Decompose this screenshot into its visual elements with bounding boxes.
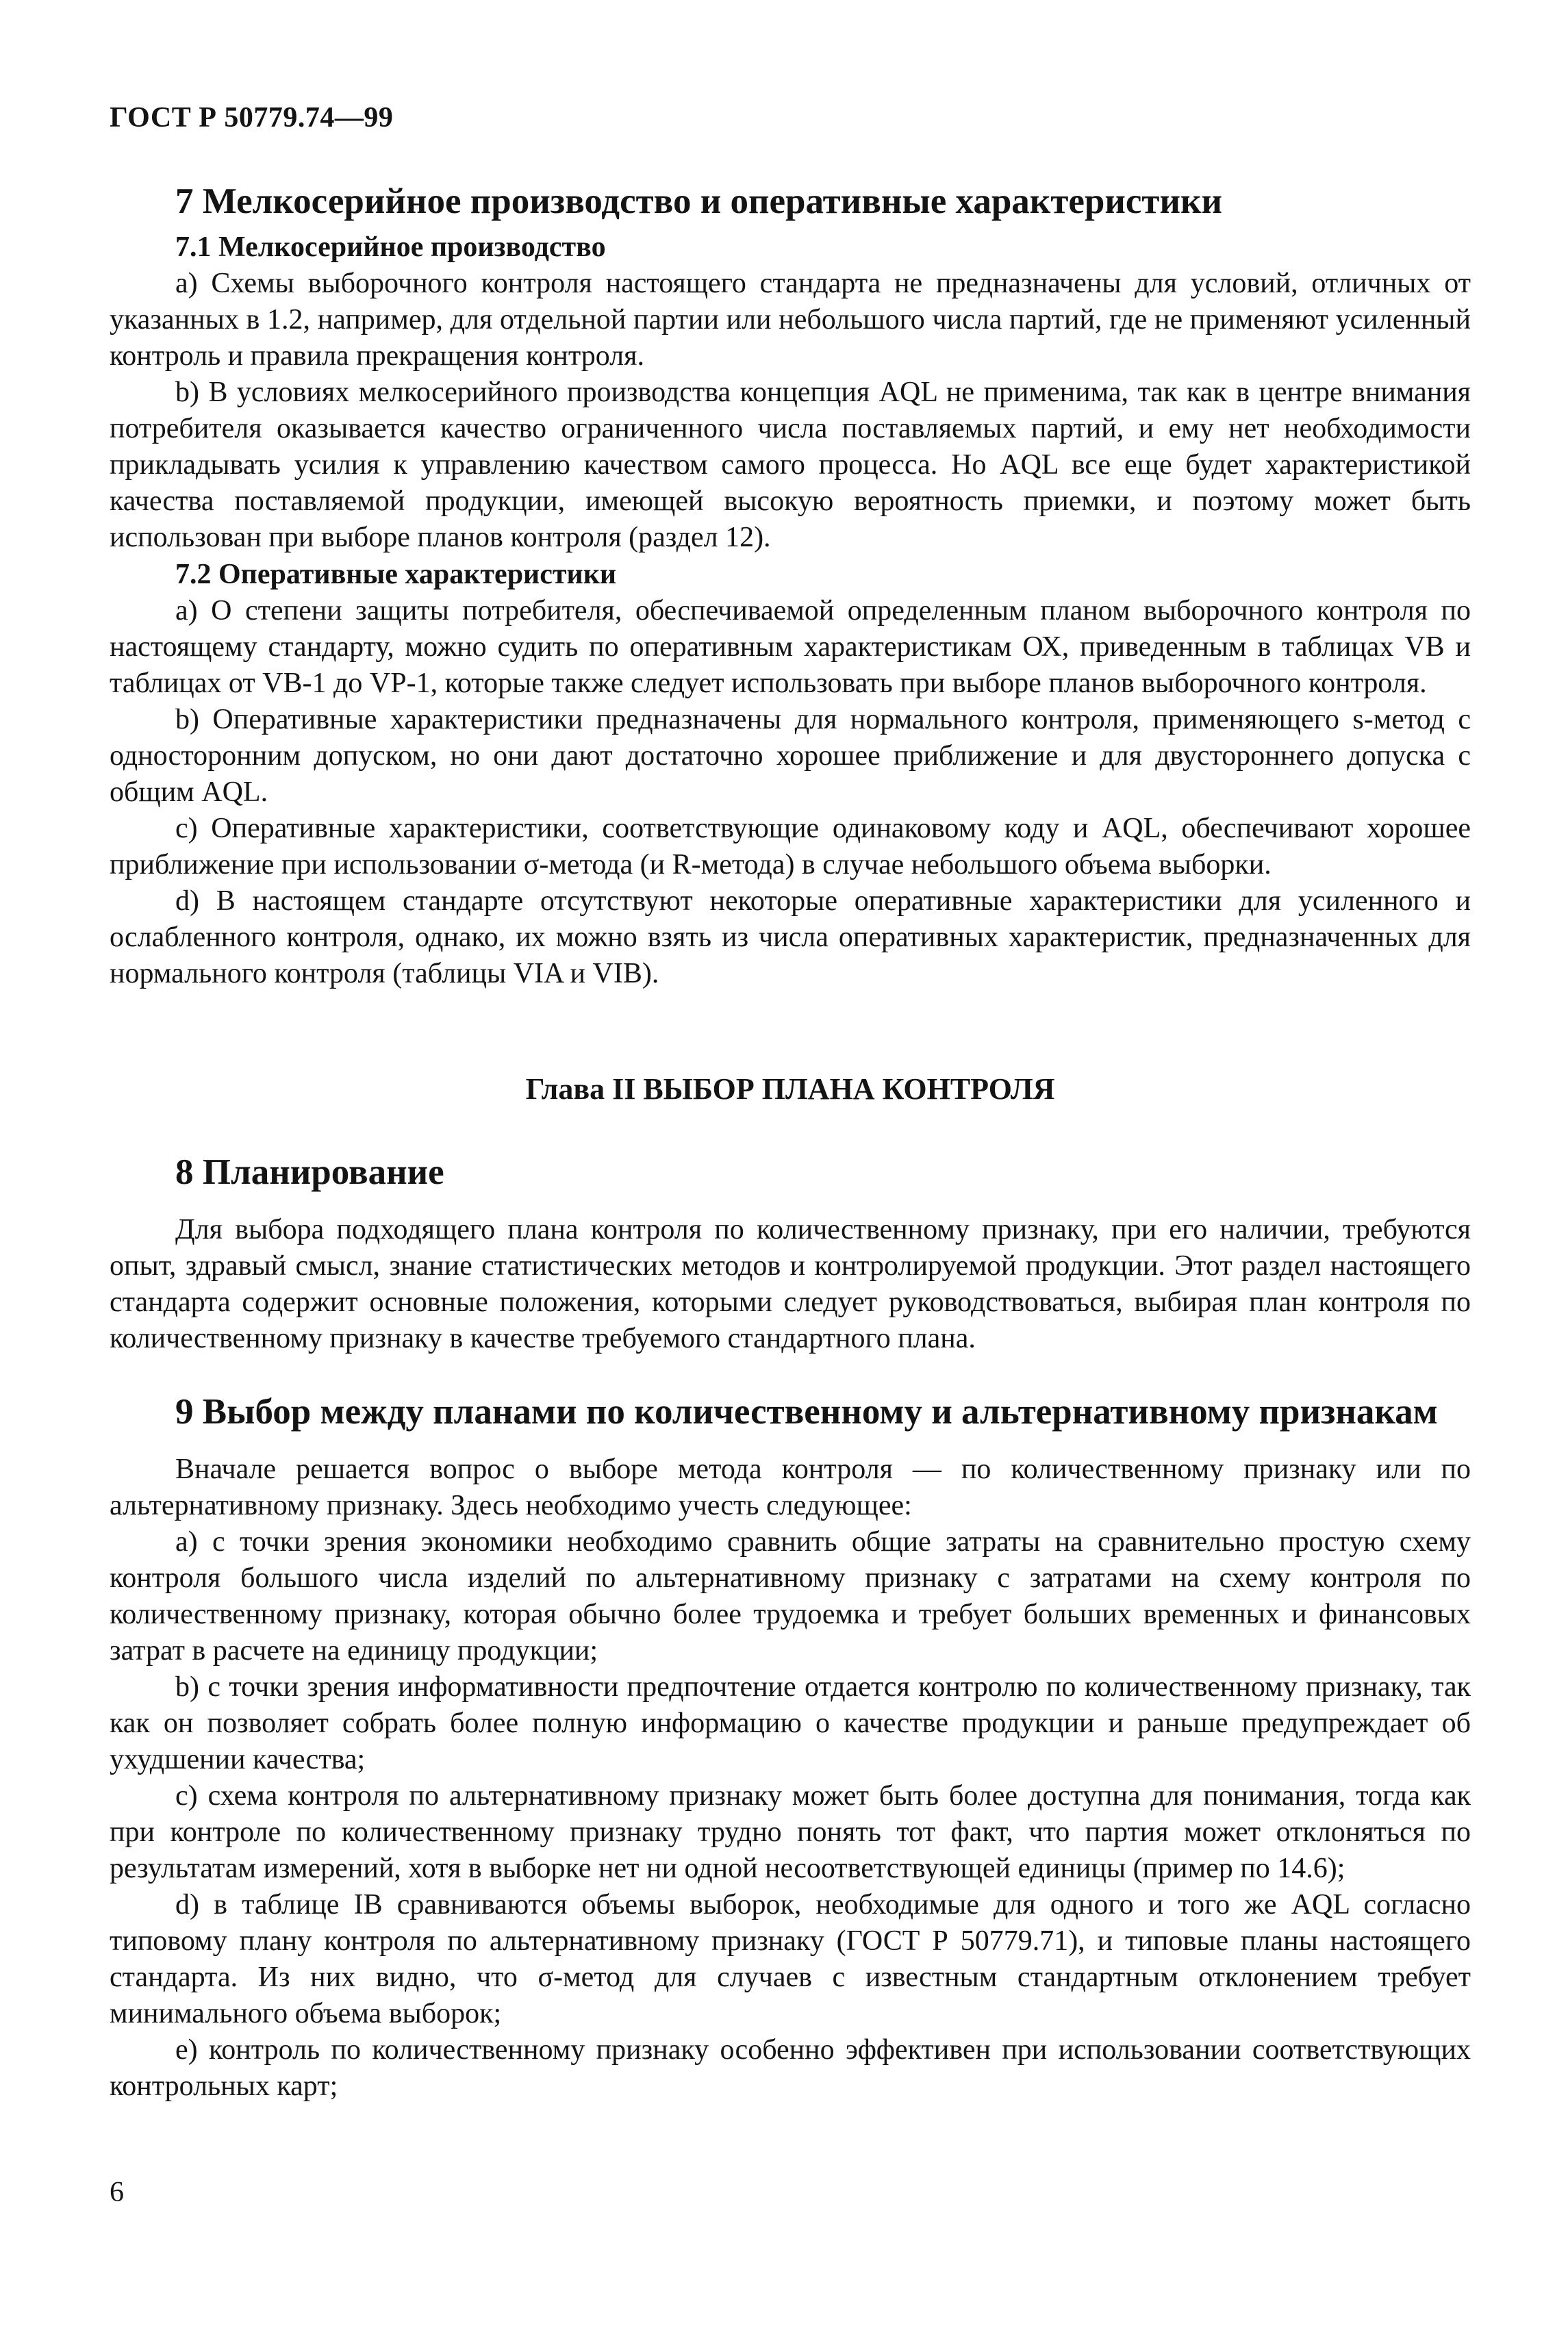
section-7 bbox=[110, 179, 1471, 992]
paragraph: d) В настоящем стандарте отсутствуют некоторые оперативные характеристики для усиленного и ослабленного контроля, однако, их можно взять из числа оперативных характеристик, предназначенных для нормального контроля (таблицы VIA и VIB). bbox=[110, 885, 1471, 989]
paragraph: Вначале решается вопрос о выборе метода контроля — по количественному признаку или по альтернативному признаку. Здесь необходимо учесть следующее: bbox=[110, 1454, 1471, 1521]
page-number: 6 bbox=[110, 2177, 124, 2208]
section-9 bbox=[110, 1390, 1471, 2105]
paragraph: d) в таблице IB сравниваются объемы выборок, необходимые для одного и того же AQL согласно типовому плану контроля по альтернативному признаку (ГОСТ Р 50779.71), и типовые планы настоящего стандарта. Из них видно, что σ-метод для случаев с известным стандартным отклонением требует минимального объема выборок; bbox=[110, 1889, 1471, 2029]
paragraph: a) Схемы выборочного контроля настоящего стандарта не предназначены для условий, отличных от указанных в 1.2, например, для отдельной партии или небольшого числа партий, где не применяют усиленный контроль и правила прекращения контроля. bbox=[110, 268, 1471, 372]
paragraph: a) с точки зрения экономики необходимо сравнить общие затраты на сравнительно простую схему контроля большого числа изделий по альтернативному признаку с затратами на схему контроля по количественному признаку, которая обычно более трудоемка и требует больших временных и финансовых затрат в расчете на единицу продукции; bbox=[110, 1526, 1471, 1666]
paragraph: e) контроль по количественному признаку особенно эффективен при использовании соответствующих контрольных карт; bbox=[110, 2034, 1471, 2102]
paragraph: c) Оперативные характеристики, соответствующие одинаковому коду и AQL, обеспечивают хорошее приближение при использовании σ-метода (и R-метода) в случае небольшого объема выборки. bbox=[110, 813, 1471, 880]
paragraph: b) В условиях мелкосерийного производства концепция AQL не применима, так как в центре внимания потребителя оказывается качество ограниченного числа поставляемых партий, и ему нет необходимости прикладывать усилия к управлению качеством самого процесса. Но AQL все еще будет характеристикой качества поставляемой продукции, имеющей высокую вероятность приемки, и поэтому может быть использован при выборе планов контроля (раздел 12). bbox=[110, 377, 1471, 553]
subsection-7-1-title: 7.1 Мелкосерийное производство bbox=[175, 231, 606, 263]
paragraph: b) Оперативные характеристики предназначены для нормального контроля, применяющего s-метод с односторонним допуском, но они дают достаточно хорошее приближение и для двустороннего допуска с общим AQL. bbox=[110, 704, 1471, 808]
chapter-heading: Глава II ВЫБОР ПЛАНА КОНТРОЛЯ bbox=[525, 1072, 1055, 1106]
paragraph: a) О степени защиты потребителя, обеспечиваемой определенным планом выборочного контроля по настоящему стандарту, можно судить по оперативным характеристикам ОХ, приведенным в таблицах VB и таблицах от VB-1 до VP-1, которые также следует использовать при выборе планов выборочного контроля. bbox=[110, 595, 1471, 699]
paragraph: c) схема контроля по альтернативному признаку может быть более доступна для понимания, тогда как при контроле по количественному признаку трудно понять тот факт, что партия может отклоняться по результатам измерений, хотя в выборке нет ни одной несоответствующей единицы (пример по 14.6); bbox=[110, 1780, 1471, 1884]
section-8-title: 8 Планирование bbox=[175, 1152, 444, 1192]
section-9-title: 9 Выбор между планами по количественному и альтернативному признакам bbox=[175, 1392, 1438, 1432]
subsection-7-2-title: 7.2 Оперативные характеристики bbox=[175, 559, 617, 590]
paragraph: Для выбора подходящего плана контроля по количественному признаку, при его наличии, требуются опыт, здравый смысл, знание статистических методов и контролируемой продукции. Этот раздел настоящего стандарта содержит основные положения, которыми следует руководствоваться, выбирая план контроля по количественному признаку в качестве требуемого стандартного плана. bbox=[110, 1214, 1471, 1354]
document-header: ГОСТ Р 50779.74—99 bbox=[110, 102, 394, 134]
paragraph: b) с точки зрения информативности предпочтение отдается контролю по количественному признаку, так как он позволяет собрать более полную информацию о качестве продукции и раньше предупреждает об ухудшении качества; bbox=[110, 1671, 1471, 1775]
section-8 bbox=[110, 1150, 1471, 1357]
section-7-title: 7 Мелкосерийное производство и оперативные характеристики bbox=[175, 181, 1223, 221]
